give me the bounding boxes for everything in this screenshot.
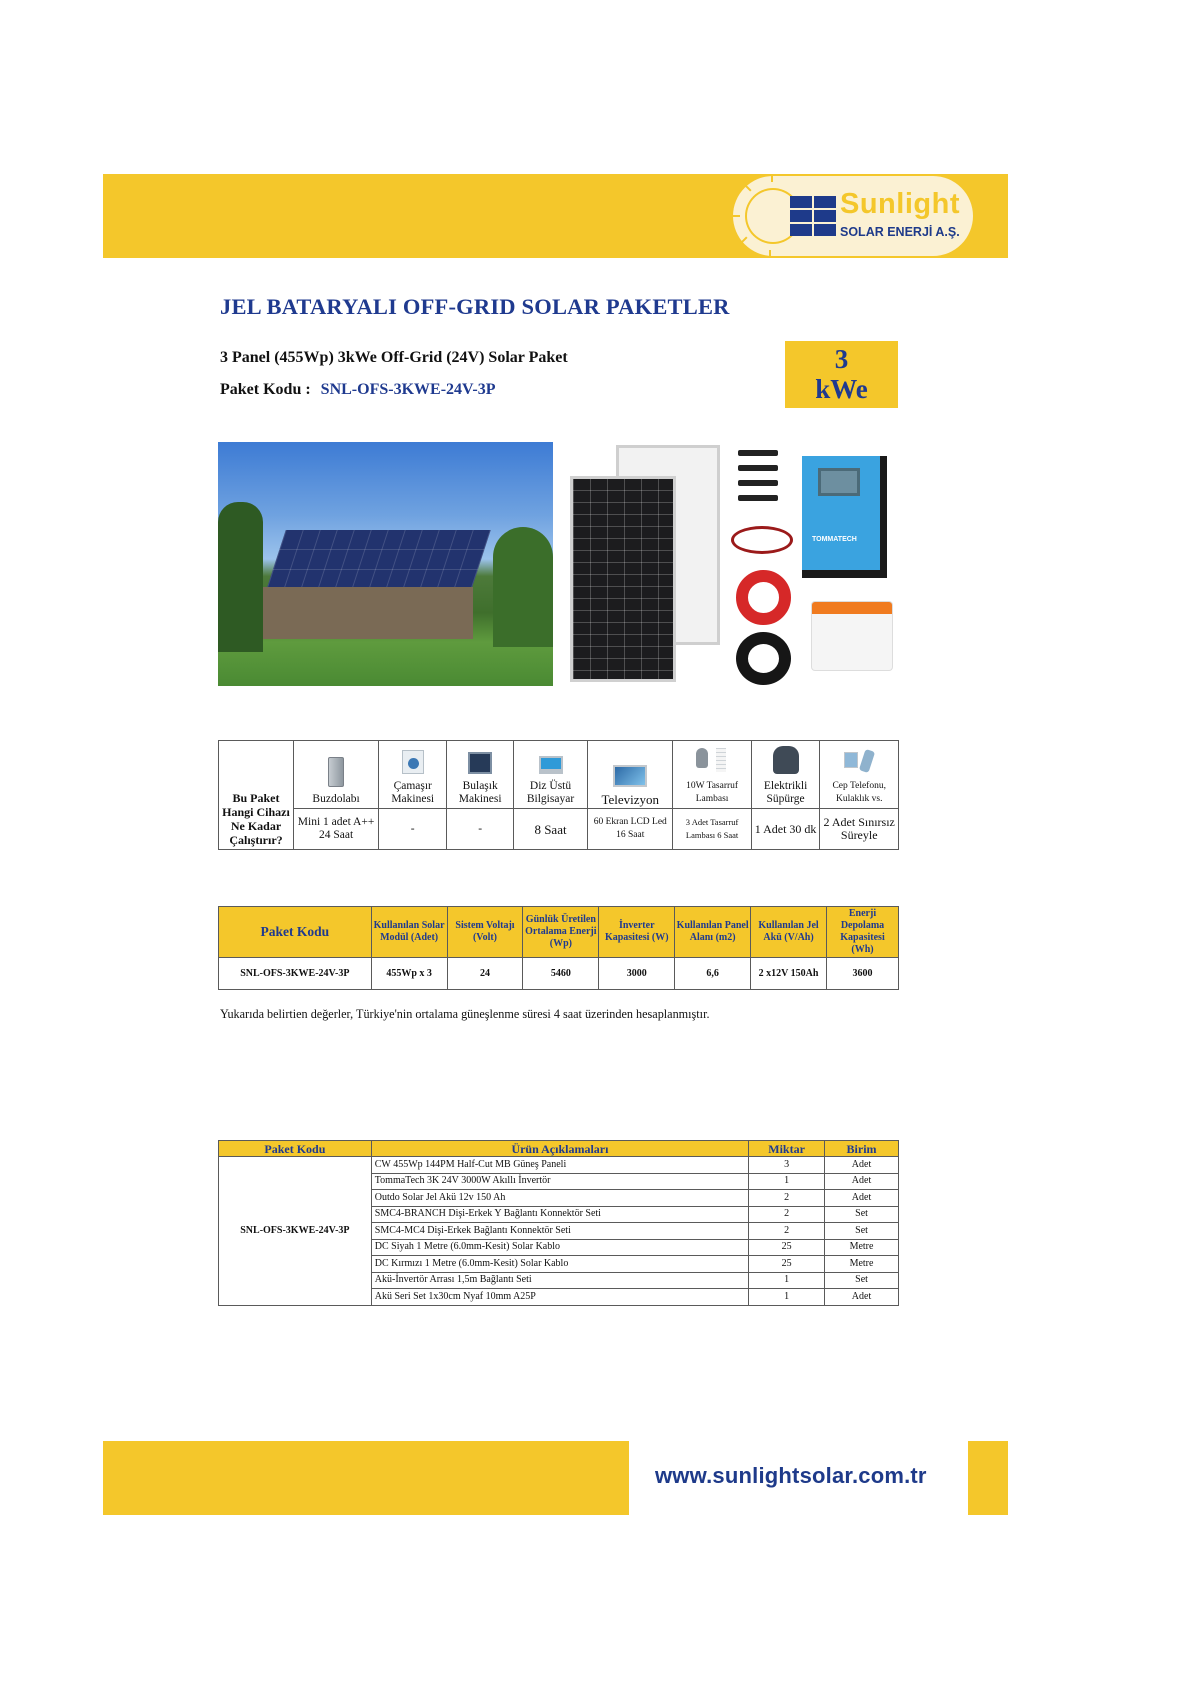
appliance-cell [673, 741, 751, 809]
logo-subtitle: SOLAR ENERJİ A.Ş. [840, 225, 960, 239]
product-unit: Adet [825, 1173, 899, 1190]
page-title: JEL BATARYALI OFF-GRID SOLAR PAKETLER [220, 294, 730, 319]
product-description: Akü-İnvertör Arrası 1,5m Bağlantı Seti [371, 1272, 748, 1289]
package-subtitle: 3 Panel (455Wp) 3kWe Off-Grid (24V) Solar Paket [220, 349, 568, 366]
appliance-name: Bulaşık Makinesi [458, 780, 502, 805]
logo-name: Sunlight [840, 188, 960, 220]
inverter-brand: TOMMATECH [812, 536, 857, 543]
table-header-row [219, 907, 899, 958]
appliance-name: Televizyon [601, 792, 660, 807]
product-quantity: 2 [749, 1223, 825, 1240]
appliance-cell [294, 741, 379, 809]
house-solar-photo [218, 442, 553, 686]
product-quantity: 1 [749, 1289, 825, 1306]
product-list-table [218, 1140, 899, 1306]
solar-panel-logo-icon [790, 196, 836, 236]
appliance-usage: 60 Ekran LCD Led 16 Saat [588, 809, 673, 850]
solar-kit-image [568, 442, 898, 686]
column-header: Kullanılan Jel Akü (V/Ah) [751, 907, 827, 958]
spec-cell: 3000 [599, 958, 675, 990]
spec-cell: 5460 [523, 958, 599, 990]
product-description: Outdo Solar Jel Akü 12v 150 Ah [371, 1190, 748, 1207]
mc4-connectors-image [738, 450, 788, 520]
product-unit: Metre [825, 1256, 899, 1273]
table-row [219, 809, 899, 850]
package-code-label: Paket Kodu : [220, 381, 311, 398]
product-description: CW 455Wp 144PM Half-Cut MB Güneş Paneli [371, 1157, 748, 1174]
table-row [219, 1157, 899, 1174]
fridge-icon [328, 757, 344, 787]
product-unit: Set [825, 1223, 899, 1240]
product-unit: Metre [825, 1239, 899, 1256]
appliance-usage: 1 Adet 30 dk [751, 809, 820, 850]
product-description: TommaTech 3K 24V 3000W Akıllı İnvertör [371, 1173, 748, 1190]
footer-accent-block [968, 1441, 1008, 1515]
appliance-name: Cep Telefonu, Kulaklık vs. [832, 781, 886, 804]
appliance-cell [751, 741, 820, 809]
spec-cell: 3600 [827, 958, 899, 990]
black-cable-coil-image [736, 632, 791, 685]
table-row [219, 741, 899, 809]
red-cable-coil-image [736, 570, 791, 625]
product-description: SMC4-MC4 Dişi-Erkek Bağlantı Konnektör Seti [371, 1223, 748, 1240]
spec-cell: 6,6 [675, 958, 751, 990]
product-quantity: 25 [749, 1239, 825, 1256]
capacity-unit: kWe [815, 374, 868, 404]
product-quantity: 2 [749, 1206, 825, 1223]
inverter-screen [818, 468, 860, 496]
column-header: Kullanılan Solar Modül (Adet) [371, 907, 447, 958]
vacuum-icon [773, 746, 799, 774]
column-header: Miktar [749, 1141, 825, 1157]
phone-icon [842, 750, 876, 774]
solar-panel-front-image [570, 476, 676, 682]
product-unit: Set [825, 1206, 899, 1223]
column-header: Birim [825, 1141, 899, 1157]
appliance-usage: Mini 1 adet A++ 24 Saat [294, 809, 379, 850]
appliance-usage: 8 Saat [513, 809, 587, 850]
product-quantity: 1 [749, 1173, 825, 1190]
spec-cell: 455Wp x 3 [371, 958, 447, 990]
table-row [219, 958, 899, 990]
appliance-name: Buzdolabı [312, 793, 360, 805]
product-description: SMC4-BRANCH Dişi-Erkek Y Bağlantı Konnektör Seti [371, 1206, 748, 1223]
column-header: Sistem Voltajı (Volt) [447, 907, 523, 958]
column-header: Paket Kodu [219, 1141, 372, 1157]
spec-cell: 2 x12V 150Ah [751, 958, 827, 990]
column-header: İnverter Kapasitesi (W) [599, 907, 675, 958]
appliance-cell [588, 741, 673, 809]
website-link[interactable]: www.sunlightsolar.com.tr [655, 1463, 927, 1488]
television-icon [613, 765, 647, 787]
solar-roof [266, 530, 490, 590]
product-quantity: 2 [749, 1190, 825, 1207]
product-unit: Set [825, 1272, 899, 1289]
bulb-icon [692, 748, 732, 774]
product-quantity: 3 [749, 1157, 825, 1174]
capacity-value: 3 [834, 344, 849, 374]
battery-cable-image [731, 526, 793, 554]
column-header: Paket Kodu [219, 907, 372, 958]
product-unit: Adet [825, 1157, 899, 1174]
table-header-row [219, 1141, 899, 1157]
appliance-usage: - [379, 809, 447, 850]
spec-cell: SNL-OFS-3KWE-24V-3P [219, 958, 372, 990]
product-description: DC Kırmızı 1 Metre (6.0mm-Kesit) Solar Kablo [371, 1256, 748, 1273]
capacity-badge [785, 341, 898, 408]
laptop-icon [539, 756, 563, 774]
appliance-cell [447, 741, 514, 809]
appliance-name: Diz Üstü Bilgisayar [526, 780, 575, 805]
package-spec-table [218, 906, 899, 990]
appliance-name: Çamaşır Makinesi [391, 780, 435, 805]
appliance-usage: 2 Adet Sınırsız Süreyle [820, 809, 899, 850]
package-code-line [220, 381, 495, 399]
appliance-cell [379, 741, 447, 809]
tree-shape [493, 527, 553, 647]
appliance-cell [513, 741, 587, 809]
appliance-usage: 3 Adet Tasarruf Lambası 6 Saat [673, 809, 751, 850]
package-code: SNL-OFS-3KWE-24V-3P [320, 381, 496, 398]
package-code-cell: SNL-OFS-3KWE-24V-3P [219, 1157, 372, 1306]
column-header: Ürün Açıklamaları [371, 1141, 748, 1157]
tree-shape [218, 502, 263, 652]
inverter-image [802, 456, 887, 578]
product-unit: Adet [825, 1190, 899, 1207]
product-description: DC Siyah 1 Metre (6.0mm-Kesit) Solar Kablo [371, 1239, 748, 1256]
product-quantity: 1 [749, 1272, 825, 1289]
dishwasher-icon [468, 752, 492, 774]
spec-cell: 24 [447, 958, 523, 990]
appliance-name: Elektrikli Süpürge [763, 780, 808, 805]
washing-machine-icon [402, 750, 424, 774]
product-unit: Adet [825, 1289, 899, 1306]
calculation-note: Yukarıda belirtien değerler, Türkiye'nin ortalama güneşlenme süresi 4 saat üzerinden hesaplanmıştır. [220, 1007, 710, 1021]
column-header: Enerji Depolama Kapasitesi (Wh) [827, 907, 899, 958]
appliance-name: 10W Tasarruf Lambası [686, 781, 739, 804]
gel-battery-image [812, 602, 892, 670]
appliance-question: Bu Paket Hangi Cihazı Ne Kadar Çalıştırır? [219, 741, 294, 850]
appliance-cell [820, 741, 899, 809]
house-wall [263, 587, 473, 639]
column-header: Kullanılan Panel Alanı (m2) [675, 907, 751, 958]
product-description: Akü Seri Set 1x30cm Nyaf 10mm A25P [371, 1289, 748, 1306]
product-quantity: 25 [749, 1256, 825, 1273]
column-header: Günlük Üretilen Ortalama Enerji (Wp) [523, 907, 599, 958]
appliance-usage: - [447, 809, 514, 850]
appliance-usage-table [218, 740, 899, 850]
footer-banner [103, 1441, 629, 1515]
